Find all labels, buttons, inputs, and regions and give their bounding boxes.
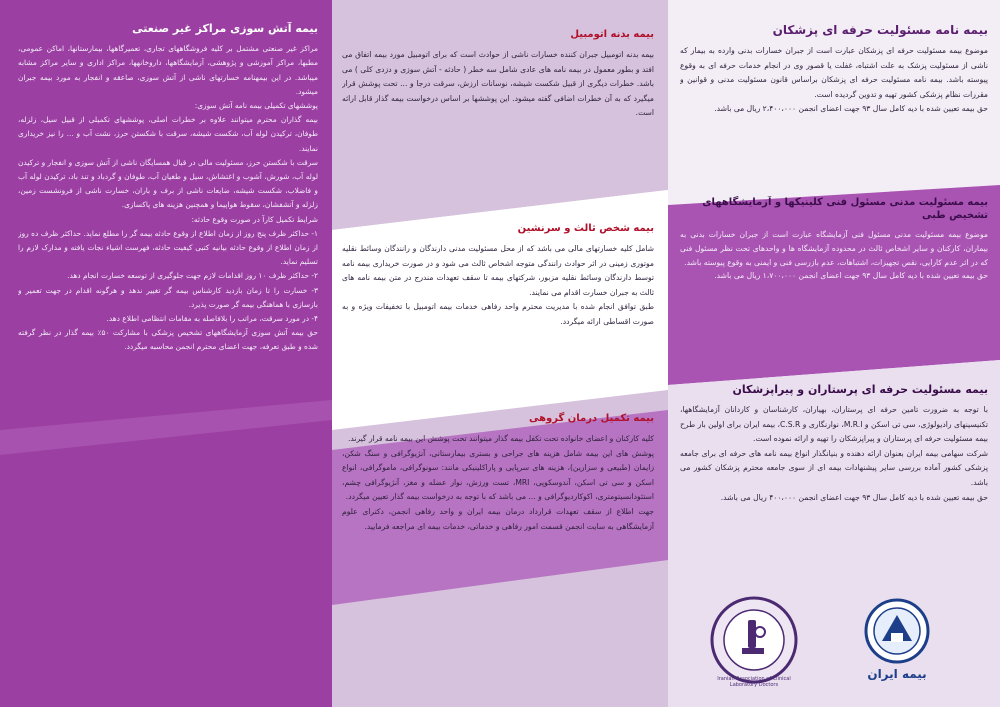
third-party-title: بیمه شخص ثالث و سرنشین [517, 223, 654, 234]
doctors-liability-title: بیمه نامه مسئولیت حرفه ای پزشکان [772, 23, 988, 37]
col1-paragraph: ۲- حداکثر ظرف ۱۰ روز اقدامات لازم جهت جلوگیری از توسعه خسارت انجام دهد. [67, 271, 318, 281]
nurses-liability-text: با توجه به ضرورت تامین حرفه ای پرستاران، بهیاران، کارشناسان و کاردانان آزمایشگاهها، تکنیسینهای رادیولوژی، سی تی اسکن و M.R.I، نوارنگاری و C.S.R، بیمه ایران برای اولین بار طرح بیمه مسئولیت حرفه ای پرستاران و پیراپزشکان را تهیه و ارائه نموده است. [680, 405, 988, 444]
col2-third-party-section [342, 222, 654, 402]
col1-paragraph: شرایط تکمیل کارآ در صورت وقوع حادثه: [191, 214, 318, 224]
col3-doctors-section [680, 22, 988, 192]
col1-paragraph: حق بیمه آتش سوزی آزمایشگاههای تشخیص پزشکی با مشارکت ۵۰٪ بیمه گذار در نظر گرفته شده و طبق تعرفه، جهت اعضای محترم انجمن محاسبه میگردد. [18, 328, 318, 352]
nurses-liability-text: حق بیمه تعیین شده با دیه کامل سال ۹۳ جهت اعضای انجمن ۴۰۰،۰۰۰ ریال می باشد. [720, 492, 988, 502]
nurses-liability-title: بیمه مسئولیت حرفه ای پرستاران و پیراپزشکان [732, 383, 988, 396]
health-insurance-text: جهت اطلاع از سقف تعهدات قرارداد درمان بیمه ایران و واحد رفاهی انجمن، دکترای علوم آزمایشگاهی به سایت انجمن قسمت امور رفاهی و خدماتی، خدمات بیمه ای مراجعه فرمایید. [342, 506, 654, 531]
col2-health-section [342, 412, 654, 697]
nurses-liability-text: شرکت سهامی بیمه ایران بعنوان ارائه دهنده و بنیانگذار انواع بیمه نامه های حرفه ای برای جامعه پزشکی کشور آماده بررسی سایر پیشنهادات بیمه ای از سوی جامعه محترم پزشکان کشور می باشد. [680, 448, 988, 487]
labs-liability-title: بیمه مسئولیت مدنی مسئول فنی کلینیکها و آزمایشگاههای تشخیص طبی [702, 197, 988, 221]
labs-liability-text: موضوع بیمه مسئولیت مدنی مسئول فنی آزمایشگاه عبارت است از جبران خسارات بدنی به بیماران، کارکنان و سایر اشخاص ثالث در محدوده آزمایشگاه ها و واحدهای تحت نظر مسئول فنی که در اثر عدم کارایی، نقص تجهیزات، اشتباهات، عدم بازرسی فنی و ایمنی به وقوع پیوسته باشد. [680, 230, 988, 267]
third-party-text: طبق توافق انجام شده با مدیریت محترم واحد رفاهی خدمات بیمه اتومبیل با تخفیفات ویژه و به صورت اقساطی ارائه میگردد. [342, 302, 654, 326]
col1-title: بیمه آتش سوزی مراکز غیر صنعتی [132, 22, 318, 35]
association-logo [708, 588, 800, 692]
iran-insurance-logo-text: بیمه ایران [867, 667, 927, 681]
col1-section [18, 22, 318, 692]
car-insurance-text: بیمه بدنه اتومبیل جبران کننده خسارات ناشی از حوادث است که برای اتومبیل مورد بیمه اتفاق می افتد و بطور معمول در بیمه نامه های عادی شامل سه خطر ( حادثه - آتش سوزی و دزدی کلی ) می باشد. خطرات دیگری از قبیل شکست شیشه، نوسانات ارزش، سرقت درجا و ... تحت پوشش قرار میگیرد که به آن خطرات اضافی گفته میشود. این پوششها بر اساس درخواست بیمه گذار قابل ارائه است. [342, 50, 654, 118]
col1-paragraph: ۴- در مورد سرقت، مراتب را بلافاصله به مقامات انتظامی اطلاع دهد. [106, 314, 318, 324]
col1-paragraph: بیمه گذاران محترم میتوانند علاوه بر خطرات اصلی، پوششهای تکمیلی از قبیل سیل، زلزله، طوفان، ترکیدن لوله آب، شکست شیشه، سرقت با شکستن حرز، نشت آب و ... را نیز خریداری نمایند. [18, 115, 318, 153]
col2-car-section [342, 28, 654, 208]
health-insurance-text: کلیه کارکنان و اعضای خانواده تحت تکفل بیمه گذار میتوانند تحت پوشش این بیمه نامه قرار گیرند. [347, 434, 654, 443]
labs-liability-text: حق بیمه تعیین شده با دیه کامل سال ۹۳ جهت اعضای انجمن ۱،۷۰۰،۰۰۰ ریال می باشد. [714, 271, 988, 281]
col1-paragraph: پوششهای تکمیلی بیمه نامه آتش سوزی: [194, 101, 318, 111]
association-logo-text: Iranian Association of Clinical Laboratory Doctors [717, 676, 791, 688]
iran-insurance-logo [858, 595, 936, 695]
col1-paragraph: ۱- حداکثر ظرف پنج روز از زمان اطلاع از وقوع حادثه بیمه گر را مطلع نماید. حداکثر ظرف ده روز از زمان اطلاع از وقوع حادثه بیانیه کتبی کیفیت حادثه، فهرست اشیاء نجات یافته و مدارک لازم را تسلیم نماید. [18, 228, 318, 267]
doctors-liability-text: موضوع بیمه مسئولیت حرفه ای پزشکان عبارت است از جبران خسارات بدنی وارده به بیمار که ناشی از مسئولیت پزشک به علت اشتباه، غفلت یا قصور وی در انجام خدمات حرفه ای به وقوع پیوسته باشد. بیمه نامه مسئولیت حرفه ای پزشکان براساس قانون مسئولیت مدنی و قوانین و مقررات نظام پزشکی کشور تهیه و تدوین گردیده است. [680, 46, 988, 99]
third-party-text: شامل کلیه خسارتهای مالی می باشد که از محل مسئولیت مدنی دارندگان و رانندگان وسائط نقلیه موتوری زمینی در اثر حوادث رانندگی متوجه اشخاص ثالث می شود و در صورت خریداری بیمه نامه توسط دارندگان وسائط نقلیه مزبور، شرکتهای بیمه تا سقف تعهدات مندرج در متن بیمه نامه های ثالث به جبران خسارت اقدام می نمایند. [342, 244, 654, 297]
car-insurance-title: بیمه بدنه اتومبیل [570, 29, 654, 40]
col1-paragraph: سرقت با شکستن حرز، مسئولیت مالی در قبال همسایگان ناشی از آتش سوزی و انفجار و ترکیدن لوله آب، شورش، آشوب و اغتشاش، سیل و طغیان آب، طوفان و گردباد و تند باد، ترکیدن لوله آب و فاضلاب، شکست شیشه، ضایعات ناشی از برف و باران، خسارت ناشی از فرونشست زمین، زلزله و آتشفشان، سقوط هواپیما و همچنین هزینه های پاکسازی. [18, 157, 318, 210]
doctors-liability-text: حق بیمه تعیین شده با دیه کامل سال ۹۳ جهت اعضای انجمن ۲،۴۰۰،۰۰۰ ریال می باشد. [714, 104, 988, 114]
health-insurance-title: بیمه تکمیل درمان گروهی [528, 413, 654, 424]
col1-paragraph: ۳- خسارت را تا زمان بازدید کارشناس بیمه گر تغییر ندهد و هرگونه اقدام در جهت تعمیر و بازسازی با هماهنگی بیمه گر صورت پذیرد. [18, 285, 318, 309]
col3-nurses-section [680, 382, 988, 582]
health-insurance-text: پوشش های این بیمه شامل هزینه های جراحی و بستری بیمارستانی، آنژیوگرافی و سنگ شکن، زایمان (طبیعی و سزارین)، هزینه های سرپایی و پاراکلینیکی مانند: سونوگرافی، ماموگرافی، انواع اسکن و سی تی اسکن، آندوسکوپی، MRI، تست ورزش، نوار عضله و مغز، آنژیوگرافی چشم، استئودانسیتومتری، اکوکاردیوگرافی و ... می باشد که با توجه به درخواست بیمه گذار تعیین میگردد. [342, 448, 654, 502]
col3-labs-section [680, 196, 988, 374]
col1-paragraph: مراکز غیر صنعتی مشتمل بر کلیه فروشگاههای تجاری، تعمیرگاهها، بیمارستانها، اماکن عمومی، مطبها، مراکز آموزشی و پژوهشی، آزمایشگاهها، داروخانهها، مراکز اداری و سایر مراکز مشابه میباشد. در این بیمهنامه خسارتهای ناشی از آتش سوزی، صاعقه و انفجار به مورد بیمه جبران میشود. [18, 44, 318, 96]
